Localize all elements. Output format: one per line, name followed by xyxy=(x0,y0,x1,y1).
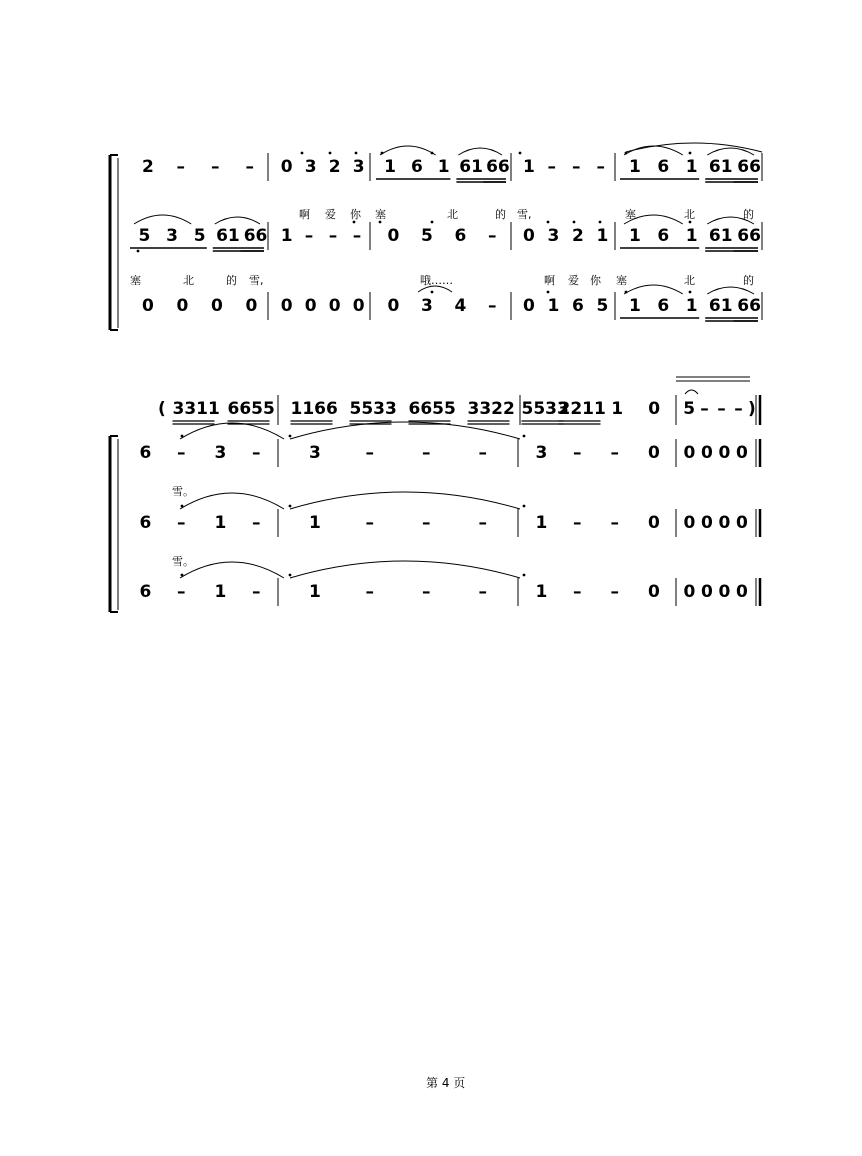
fermata xyxy=(685,390,698,394)
tie xyxy=(180,493,284,509)
jianpu-note: 0 xyxy=(523,226,535,246)
accompaniment-note: – xyxy=(734,399,743,419)
jianpu-note: 1 xyxy=(628,296,641,316)
jianpu-note: 0 xyxy=(648,513,660,533)
jianpu-note: 1 xyxy=(628,157,641,177)
accompaniment-note: 5533 xyxy=(521,399,569,419)
jianpu-note: – xyxy=(488,296,497,316)
jianpu-note: – xyxy=(352,226,362,246)
lyric-syllable: 哦…… xyxy=(420,274,453,287)
page-number: 第 4 页 xyxy=(426,1076,466,1090)
jianpu-note: 1 xyxy=(596,226,609,246)
lyric-syllable: 爱 xyxy=(568,274,579,287)
octave-dot xyxy=(381,152,384,155)
octave-dot xyxy=(547,291,550,294)
lyric-syllable: 的 xyxy=(743,208,754,221)
octave-dot xyxy=(625,291,628,294)
jianpu-note: – xyxy=(572,157,581,177)
jianpu-note: 0 xyxy=(736,582,748,602)
jianpu-note: – xyxy=(245,157,254,177)
accompaniment-note: 6655 xyxy=(408,399,456,419)
jianpu-note: 1 xyxy=(309,582,321,602)
jianpu-note: – xyxy=(177,443,186,463)
lyric-syllable: 爱 xyxy=(325,208,336,221)
jianpu-note: 6 xyxy=(139,582,152,602)
slur xyxy=(134,215,191,224)
jianpu-note: 3 xyxy=(547,226,560,246)
octave-dot xyxy=(329,152,332,155)
octave-dot xyxy=(289,505,292,508)
accompaniment-note: 5 xyxy=(683,399,696,419)
jianpu-note: 0 xyxy=(736,443,748,463)
accompaniment-note: 2211 xyxy=(558,399,606,419)
jianpu-note: 3 xyxy=(166,226,178,246)
tie xyxy=(180,423,284,439)
jianpu-note: 2 xyxy=(142,157,154,177)
jianpu-note: 0 xyxy=(176,296,189,316)
jianpu-note: 5 xyxy=(193,226,206,246)
tie xyxy=(290,561,520,578)
jianpu-note: – xyxy=(177,513,186,533)
jianpu-note: 0 xyxy=(701,443,713,463)
close-paren: ) xyxy=(748,399,756,419)
jianpu-note: – xyxy=(177,582,186,602)
jianpu-note: 1 xyxy=(437,157,450,177)
slur xyxy=(215,217,260,224)
jianpu-note: 1 xyxy=(685,226,698,246)
octave-dot xyxy=(431,221,434,224)
slur xyxy=(380,146,436,155)
jianpu-note: 3 xyxy=(309,443,321,463)
octave-dot xyxy=(547,221,550,224)
lyric-syllable: 雪, xyxy=(517,208,532,221)
jianpu-note: 0 xyxy=(523,296,535,316)
lyric-syllable: 啊 xyxy=(299,208,310,221)
jianpu-note: 0 xyxy=(683,443,696,463)
jianpu-note: 0 xyxy=(701,582,713,602)
jianpu-note: 2 xyxy=(328,157,341,177)
octave-dot xyxy=(689,152,692,155)
jianpu-note: 66 xyxy=(737,296,761,316)
octave-dot xyxy=(301,152,304,155)
jianpu-note: 0 xyxy=(304,296,317,316)
octave-dot xyxy=(289,435,292,438)
jianpu-note: 61 xyxy=(216,226,240,246)
jianpu-note: 0 xyxy=(352,296,365,316)
accompaniment-note: 6655 xyxy=(227,399,275,419)
jianpu-note: 0 xyxy=(683,513,696,533)
lyric-syllable: 雪。 xyxy=(172,555,194,568)
jianpu-note: – xyxy=(176,157,185,177)
jianpu-note: – xyxy=(252,582,261,602)
octave-dot xyxy=(181,505,184,508)
tie xyxy=(290,492,520,509)
jianpu-note: – xyxy=(478,443,487,463)
accompaniment-note: 1 xyxy=(611,399,624,419)
jianpu-note: – xyxy=(422,443,431,463)
jianpu-note: 1 xyxy=(535,513,548,533)
octave-dot xyxy=(355,152,358,155)
lyric-syllable: 啊 xyxy=(544,274,555,287)
octave-dot xyxy=(689,291,692,294)
jianpu-note: 61 xyxy=(708,296,733,316)
jianpu-note: 0 xyxy=(387,296,400,316)
jianpu-note: – xyxy=(422,582,431,602)
jianpu-note: – xyxy=(573,513,582,533)
jianpu-note: 1 xyxy=(214,582,227,602)
jianpu-note: 1 xyxy=(628,226,641,246)
jianpu-note: – xyxy=(610,582,619,602)
jianpu-note: 6 xyxy=(657,296,670,316)
jianpu-note: 0 xyxy=(683,582,696,602)
lyric-syllable: 的 xyxy=(743,274,754,287)
accompaniment-note: 1166 xyxy=(290,399,338,419)
jianpu-note: 0 xyxy=(245,296,258,316)
jianpu-note: 0 xyxy=(280,296,293,316)
jianpu-note: 66 xyxy=(737,226,761,246)
jianpu-note: – xyxy=(365,582,374,602)
jianpu-note: 0 xyxy=(648,582,660,602)
jianpu-note: 1 xyxy=(523,157,535,177)
octave-dot xyxy=(181,574,184,577)
jianpu-note: – xyxy=(478,513,487,533)
jianpu-note: 4 xyxy=(454,296,467,316)
jianpu-note: 0 xyxy=(718,582,731,602)
jianpu-note: 61 xyxy=(708,157,733,177)
jianpu-note: 0 xyxy=(736,513,748,533)
jianpu-note: 2 xyxy=(572,226,584,246)
tie xyxy=(180,562,284,578)
lyric-syllable: 北 xyxy=(684,274,695,287)
slur xyxy=(624,285,683,294)
octave-dot xyxy=(137,250,140,253)
jianpu-note: 0 xyxy=(648,443,660,463)
jianpu-note: – xyxy=(547,157,556,177)
lyric-syllable: 塞 xyxy=(625,208,636,221)
octave-dot xyxy=(599,221,602,224)
jianpu-note: 0 xyxy=(387,226,400,246)
octave-dot xyxy=(523,435,526,438)
jianpu-note: 0 xyxy=(211,296,223,316)
slur xyxy=(707,148,754,155)
lyric-syllable: 的 xyxy=(495,208,506,221)
jianpu-note: – xyxy=(328,226,338,246)
lyric-syllable: 雪, xyxy=(249,274,264,287)
jianpu-note: 0 xyxy=(142,296,154,316)
accompaniment-note: 3322 xyxy=(467,399,515,419)
jianpu-note: 6 xyxy=(139,513,152,533)
lyric-syllable: 北 xyxy=(447,208,458,221)
jianpu-note: 66 xyxy=(486,157,510,177)
jianpu-note: 1 xyxy=(309,513,321,533)
jianpu-note: 3 xyxy=(421,296,433,316)
lyric-syllable: 北 xyxy=(183,274,194,287)
lyric-syllable: 你 xyxy=(590,274,601,287)
jianpu-note: 1 xyxy=(685,296,698,316)
jianpu-note: 0 xyxy=(718,513,731,533)
jianpu-note: 0 xyxy=(701,513,713,533)
jianpu-note: 3 xyxy=(535,443,548,463)
jianpu-note: – xyxy=(596,157,605,177)
jianpu-note: – xyxy=(304,226,314,246)
jianpu-note: 3 xyxy=(304,157,317,177)
jianpu-note: 0 xyxy=(280,157,293,177)
octave-dot xyxy=(523,505,526,508)
jianpu-note: – xyxy=(610,443,619,463)
jianpu-note: 61 xyxy=(459,157,483,177)
octave-dot xyxy=(519,152,522,155)
jianpu-note: – xyxy=(573,582,582,602)
jianpu-note: 6 xyxy=(572,296,584,316)
slur xyxy=(458,148,502,155)
jianpu-note: – xyxy=(610,513,619,533)
jianpu-note: 1 xyxy=(535,582,548,602)
jianpu-note: 6 xyxy=(454,226,467,246)
octave-dot xyxy=(181,435,184,438)
jianpu-note: – xyxy=(252,443,261,463)
lyric-syllable: 的 xyxy=(226,274,237,287)
jianpu-note: – xyxy=(422,513,431,533)
jianpu-note: 5 xyxy=(421,226,433,246)
jianpu-note: – xyxy=(211,157,220,177)
accompaniment-note: 0 xyxy=(648,399,661,419)
jianpu-note: 1 xyxy=(685,157,698,177)
jianpu-note: 5 xyxy=(596,296,609,316)
jianpu-note: 3 xyxy=(214,443,227,463)
octave-dot xyxy=(431,291,434,294)
octave-dot xyxy=(573,221,576,224)
jianpu-note: – xyxy=(365,513,374,533)
jianpu-note: 1 xyxy=(384,157,396,177)
accompaniment-note: – xyxy=(717,399,726,419)
jianpu-note: 1 xyxy=(280,226,293,246)
slur xyxy=(707,287,754,294)
lyric-syllable: 北 xyxy=(684,208,695,221)
accompaniment-note: 3311 xyxy=(172,399,220,419)
jianpu-note: 61 xyxy=(708,226,733,246)
jianpu-note: 6 xyxy=(657,226,670,246)
jianpu-note: 66 xyxy=(243,226,268,246)
jianpu-note: 6 xyxy=(410,157,423,177)
jianpu-note: – xyxy=(488,226,497,246)
jianpu-note: 3 xyxy=(352,157,365,177)
slur xyxy=(626,143,762,152)
accompaniment-note: 5533 xyxy=(349,399,397,419)
jianpu-note: 1 xyxy=(547,296,560,316)
jianpu-note: 0 xyxy=(718,443,731,463)
octave-dot xyxy=(523,574,526,577)
jianpu-note: 0 xyxy=(328,296,341,316)
jianpu-note: – xyxy=(365,443,374,463)
jianpu-note: 1 xyxy=(214,513,227,533)
jianpu-note: – xyxy=(573,443,582,463)
jianpu-note: – xyxy=(252,513,261,533)
jianpu-note: 66 xyxy=(737,157,761,177)
jianpu-note: 5 xyxy=(138,226,151,246)
lyric-syllable: 塞 xyxy=(375,208,386,221)
octave-dot xyxy=(625,152,628,155)
lyric-syllable: 塞 xyxy=(616,274,627,287)
open-paren: ( xyxy=(158,399,166,419)
jianpu-note: 6 xyxy=(657,157,670,177)
octave-dot xyxy=(431,152,434,155)
jianpu-note: 6 xyxy=(139,443,152,463)
lyric-syllable: 你 xyxy=(350,208,361,221)
jianpu-note: – xyxy=(478,582,487,602)
accompaniment-note: – xyxy=(700,399,709,419)
lyric-syllable: 塞 xyxy=(130,274,141,287)
octave-dot xyxy=(289,574,292,577)
lyric-syllable: 雪。 xyxy=(172,485,194,498)
